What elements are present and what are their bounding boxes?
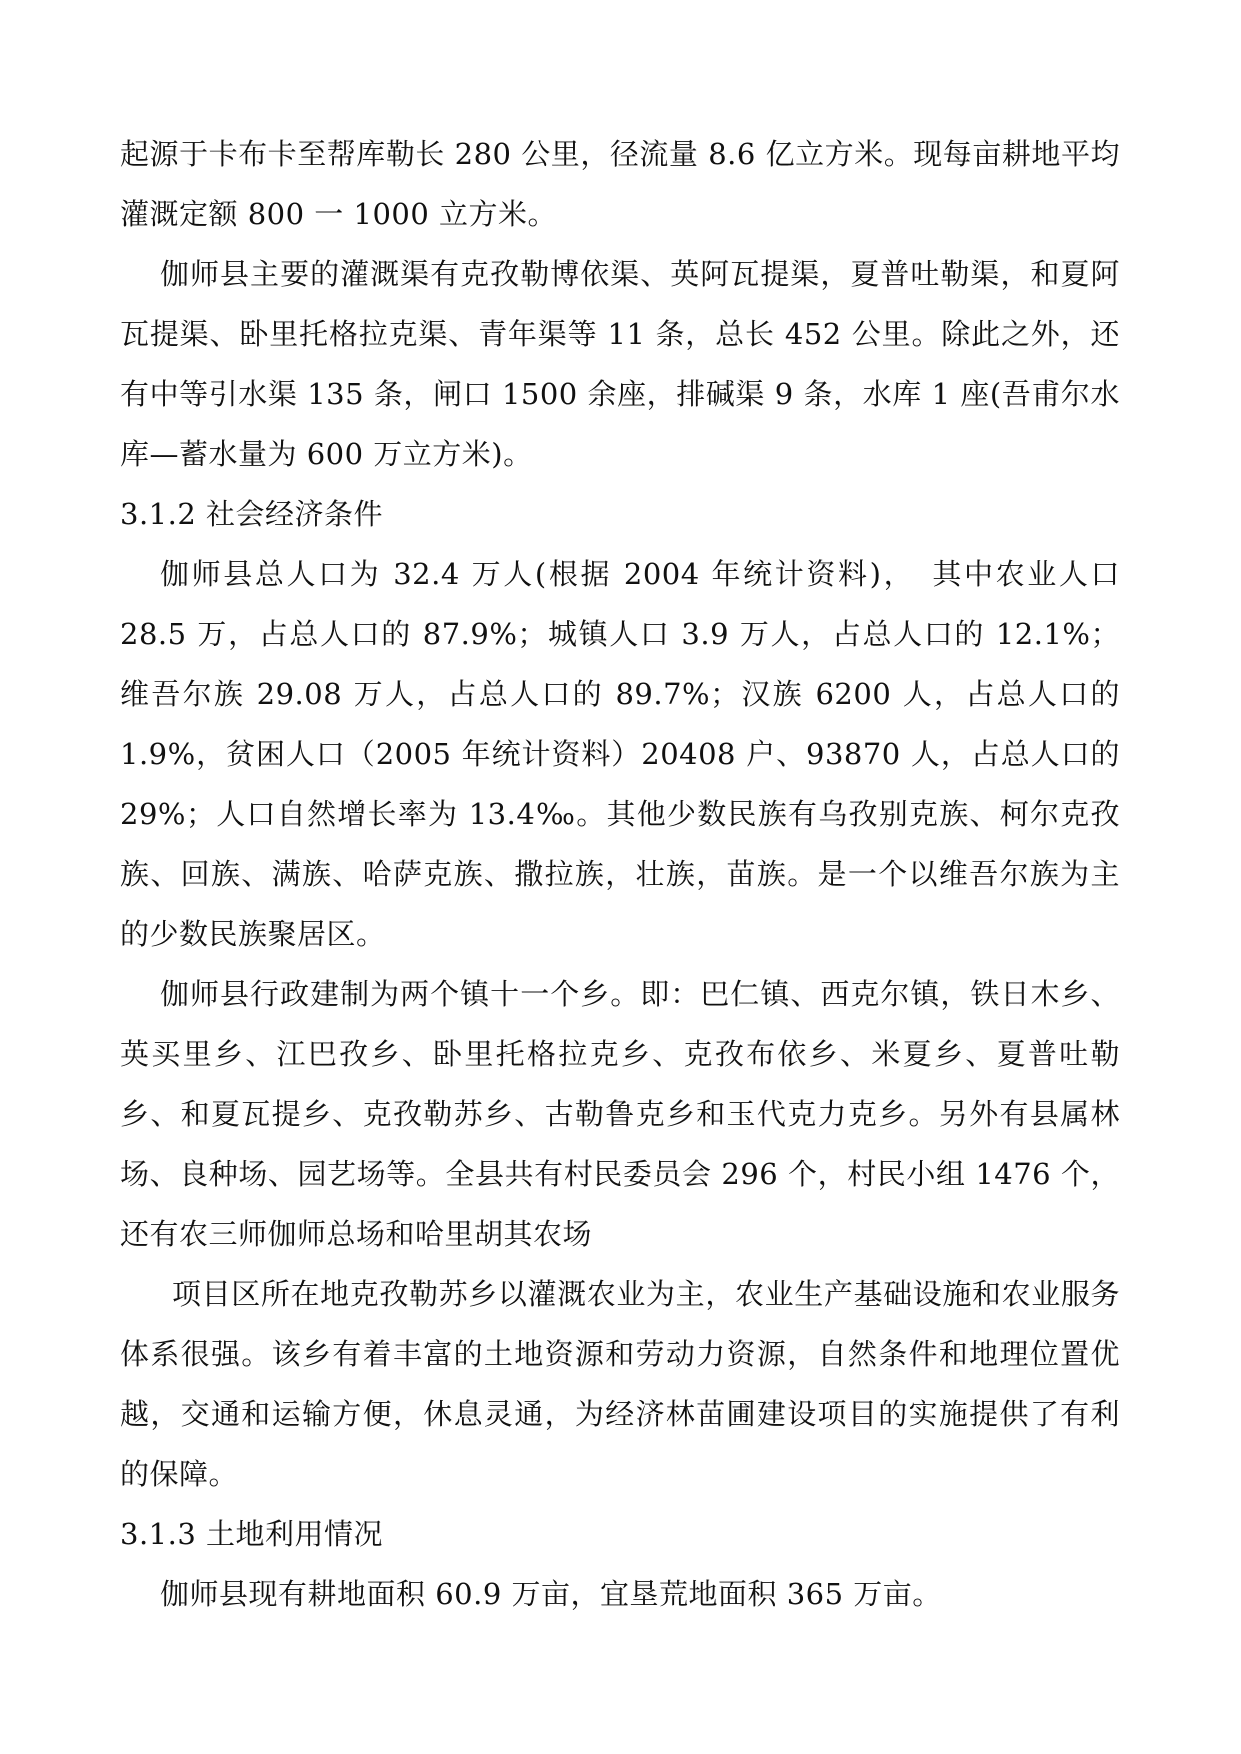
paragraph-irrigation-source: 起源于卡布卡至帮库勒长 280 公里，径流量 8.6 亿立方米。现每亩耕地平均灌溉定额 800 一 1000 立方米。 — [120, 137, 1120, 231]
paragraph-administration: 伽师县行政建制为两个镇十一个乡。即：巴仁镇、西克尔镇，铁日木乡、英买里乡、江巴孜乡、卧里托格拉克乡、克孜布依乡、米夏乡、夏普吐勒乡、和夏瓦提乡、克孜勒苏乡、古勒鲁克乡和玉代克力克乡。另外有县属林场、良种场、园艺场等。全县共有村民委员会 296 个，村民小组 1476 个，还有农三师伽师总场和哈里胡其农场 — [120, 977, 1120, 1251]
section-heading-land-use: 3.1.3 土地利用情况 — [120, 1517, 384, 1551]
paragraph-irrigation-canals: 伽师县主要的灌溉渠有克孜勒博依渠、英阿瓦提渠，夏普吐勒渠，和夏阿瓦提渠、卧里托格拉克渠、青年渠等 11 条，总长 452 公里。除此之外，还有中等引水渠 135 条，闸口 1500 余座，排碱渠 9 条，水库 1 座(吾甫尔水库—蓄水量为 600 万立方米)。 — [120, 257, 1120, 471]
paragraph-farmland: 伽师县现有耕地面积 60.9 万亩，宜垦荒地面积 365 万亩。 — [160, 1577, 942, 1611]
section-heading-socioeconomic: 3.1.2 社会经济条件 — [120, 497, 384, 531]
document-page — [120, 124, 1120, 1624]
paragraph-population: 伽师县总人口为 32.4 万人(根据 2004 年统计资料)， 其中农业人口 28.5 万，占总人口的 87.9%；城镇人口 3.9 万人，占总人口的 12.1%；维吾尔族 29.08 万人，占总人口的 89.7%；汉族 6200 人，占总人口的 1.9%，贫困人口（2005 年统计资料）20408 户、93870 人，占总人口的 29%；人口自然增长率为 13.4‰。其他少数民族有乌孜别克族、柯尔克孜族、回族、满族、哈萨克族、撒拉族，壮族，苗族。是一个以维吾尔族为主的少数民族聚居区。 — [120, 557, 1120, 951]
paragraph-project-area: 项目区所在地克孜勒苏乡以灌溉农业为主，农业生产基础设施和农业服务体系很强。该乡有着丰富的土地资源和劳动力资源，自然条件和地理位置优越，交通和运输方便，休息灵通，为经济林苗圃建设项目的实施提供了有利的保障。 — [120, 1277, 1120, 1491]
